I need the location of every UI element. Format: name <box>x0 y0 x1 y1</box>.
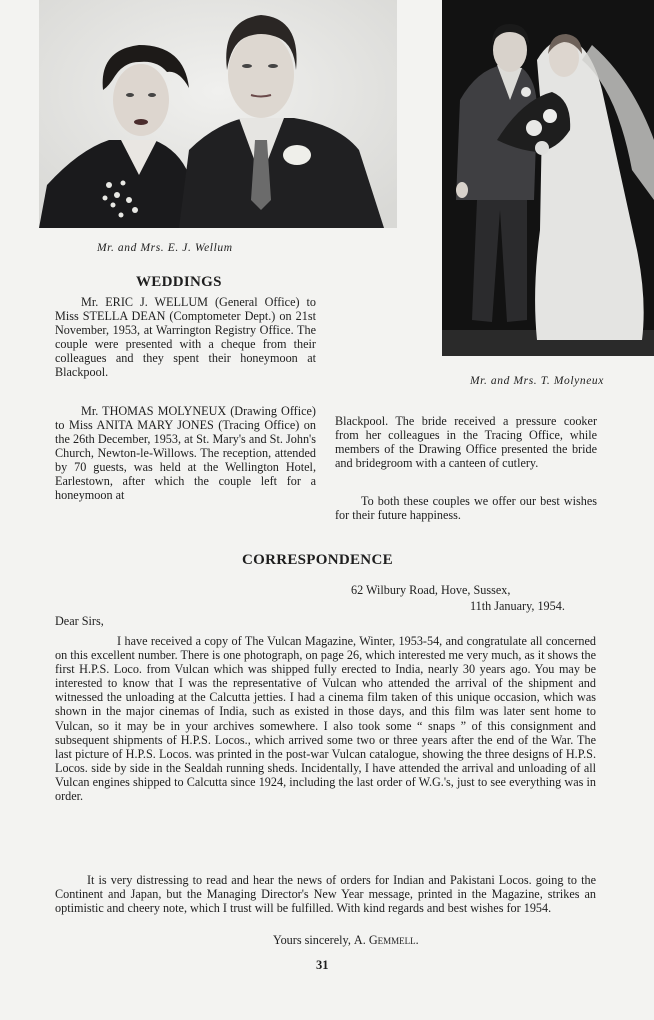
letter-signoff: Yours sincerely, <box>273 933 351 947</box>
caption-wellum: Mr. and Mrs. E. J. Wellum <box>97 242 233 254</box>
letter-salutation: Dear Sirs, <box>55 614 104 628</box>
letter-paragraph-1: I have received a copy of The Vulcan Magazine, Winter, 1953-54, and congratulate all concerned on this excellent number. There is one photograph, on page 26, which interested me very much, as it shows the first H.P.S. Loco. from Vulcan which was shipped fully erected to India, nearly 30 years ago. You may be interested to know that I was the representative of Vulcan who attended the arrival of the shipment and witnessed the unloading at the Calcutta jetties. I had a cinema film taken of this unique occasion, which was shown in the major cinemas of India, such as existed in those days, and this film was later sent home to Vulcan, so it may be in your archives somewhere. I also took some “ snaps ” of this consignment and subsequent shipments of H.P.S. Locos., which arrived some two or three years after the end of the War. The last picture of H.P.S. Locos. was printed in the post-war Vulcan catalogue, showing the three designs of H.P.S. Locos. side by side in the Sealdah running sheds. Incidentally, I have attended the arrival and unloading of all Vulcan engines shipped to Calcutta since 1924, including the last order of W.G.'s, just to see everything was in order. <box>55 634 596 804</box>
wedding-illustration <box>442 0 654 356</box>
correspondence-heading: CORRESPONDENCE <box>242 552 393 568</box>
letter-date: 11th January, 1954. <box>470 599 565 613</box>
portrait-illustration <box>39 0 397 228</box>
wedding-wellum-paragraph: Mr. ERIC J. WELLUM (General Office) to Miss STELLA DEAN (Comptometer Dept.) on 21st November, 1953, at Warrington Registry Office. The couple were presented with a cheque from their colleagues and they spent their honeymoon at Blackpool. <box>55 295 316 379</box>
photo-wellum <box>39 0 397 228</box>
wedding-molyneux-paragraph-part1: Mr. THOMAS MOLYNEUX (Drawing Office) to Miss ANITA MARY JONES (Tracing Office) on the 26th December, 1953, at St. Mary's and St. John's Church, Newton-le-Willows. The reception, attended by 70 guests, was held at the Wellington Hotel, Earlestown, after which the couple left for a honeymoon at <box>55 404 316 502</box>
page-number: 31 <box>316 958 329 972</box>
letter-address: 62 Wilbury Road, Hove, Sussex, <box>351 583 511 597</box>
photo-molyneux <box>442 0 654 356</box>
letter-paragraph-2: It is very distressing to read and hear the news of orders for Indian and Pakistani Locos. going to the Continent and Japan, but the Managing Director's New Year message, printed in the Magazine, strikes an optimistic and cheery note, which I trust will be fulfilled. With kind regards and best wishes for 1954. <box>55 873 596 916</box>
caption-molyneux: Mr. and Mrs. T. Molyneux <box>470 375 604 387</box>
weddings-heading: WEDDINGS <box>136 274 222 290</box>
letter-closing <box>273 933 419 948</box>
weddings-closing-paragraph: To both these couples we offer our best wishes for their future happiness. <box>335 494 597 522</box>
wedding-molyneux-paragraph-part2: Blackpool. The bride received a pressure cooker from her colleagues in the Tracing Office, while members of the Drawing Office presented the bride and bridegroom with a canteen of cutlery. <box>335 414 597 470</box>
letter-signature: A. Gemmell. <box>353 933 419 947</box>
